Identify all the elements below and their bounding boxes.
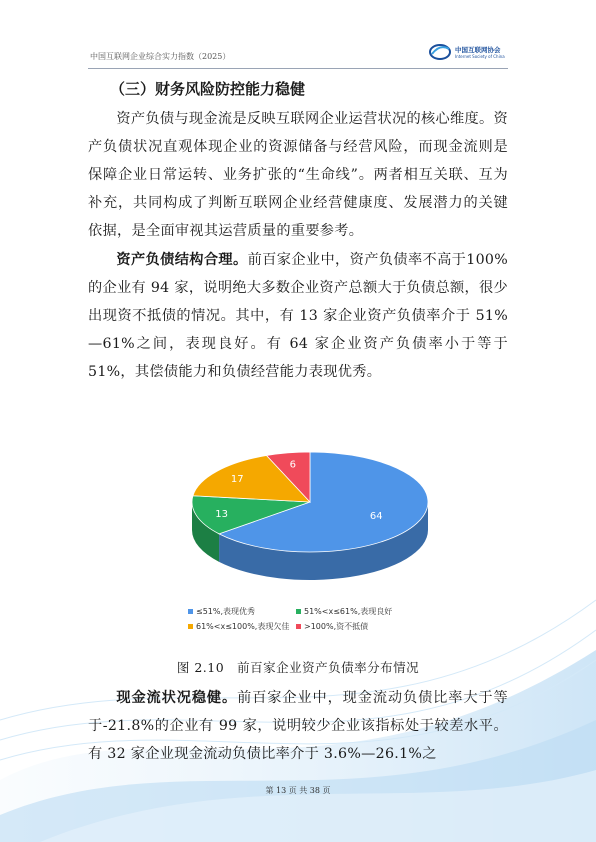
data-label-insolvent: 6 — [289, 459, 296, 471]
legend-swatch-insolvent — [296, 624, 301, 629]
legend-label-poor: 61%<x≤100%,表现欠佳 — [196, 622, 290, 631]
legend-swatch-poor — [188, 624, 193, 629]
main-content — [88, 78, 508, 386]
data-label-good: 13 — [215, 508, 228, 520]
legend-swatch-excellent — [188, 609, 193, 614]
pie-chart-svg — [160, 440, 460, 600]
asset-paragraph — [88, 246, 508, 386]
organization-logo — [428, 42, 508, 64]
legend-swatch-good — [296, 609, 301, 614]
asset-body: 前百家企业中，资产负债率不高于100%的企业有 94 家，说明绝大多数企业资产总额大于负债总额，很少出现资不抵债的情况。其中，有 13 家企业资产负债率介于 51%—61%之间，表现良好。有 64 家企业资产负债率小于等于 51%，其偿债能力和负债经营能力表现优秀。 — [88, 252, 509, 380]
legend-item-poor — [188, 621, 289, 632]
figure-caption: 图 2.10 前百家企业资产负债率分布情况 — [176, 660, 420, 675]
pie-chart — [160, 440, 460, 650]
page-footer: 第 13 页 共 38 页 — [265, 786, 331, 795]
cashflow-body: 前百家企业中，现金流动负债比率大于等于-21.8%的企业有 99 家，说明较少企业该指标处于较差水平。有 32 家企业现金流动负债比率介于 3.6%—26.1%之 — [88, 690, 509, 762]
intro-paragraph: 资产负债与现金流是反映互联网企业运营状况的核心维度。资产负债状况直观体现企业的资源储备与经营风险，而现金流则是保障企业日常运转、业务扩张的“生命线”。两者相互关联、互为补充，共同构成了判断互联网企业经营健康度、发展潜力的关键依据，是全面审视其运营质量的重要参考。 — [88, 111, 508, 239]
legend-item-insolvent — [296, 621, 368, 632]
legend-label-good: 51%<x≤61%,表现良好 — [304, 607, 393, 616]
legend-label-insolvent: >100%,资不抵债 — [304, 622, 369, 631]
header-title: 中国互联网企业综合实力指数（2025） — [90, 52, 231, 61]
asset-lead: 资产负债结构合理。 — [116, 252, 248, 268]
legend-item-excellent — [188, 606, 255, 617]
data-label-poor: 17 — [230, 474, 244, 486]
section-heading: （三）财务风险防控能力稳健 — [110, 80, 306, 98]
globe-icon — [428, 42, 452, 62]
cashflow-paragraph — [88, 684, 508, 768]
data-label-excellent: 64 — [369, 511, 383, 523]
legend-label-excellent: ≤51%,表现优秀 — [196, 607, 256, 616]
cashflow-lead: 现金流状况稳健。 — [116, 690, 238, 706]
logo-subtitle: Internet Society of China — [455, 54, 505, 59]
page-header — [88, 40, 508, 69]
legend-item-good — [296, 606, 392, 617]
cashflow-section — [88, 684, 508, 768]
logo-text: 中国互联网协会 — [455, 46, 501, 54]
